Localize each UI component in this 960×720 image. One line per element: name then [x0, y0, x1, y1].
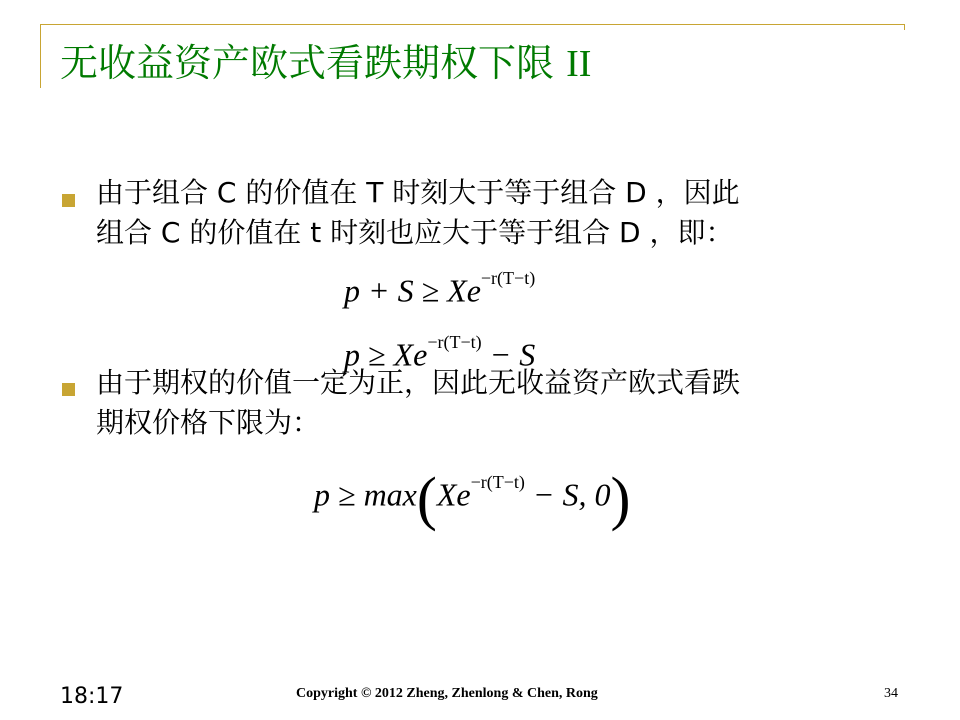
slide-title — [60, 38, 591, 89]
formula-3-lhs: p ≥ max — [314, 476, 417, 513]
formula-3-inner: Xe — [436, 476, 471, 513]
left-paren: ( — [416, 465, 437, 532]
formula-2-exponent: −r(T−t) — [427, 332, 482, 352]
footer-copyright: Copyright © 2012 Zheng, Zhenlong & Chen, Rong — [296, 686, 598, 701]
slide-title-numeral: II — [566, 43, 592, 85]
right-paren: ) — [610, 465, 631, 532]
formula-lower-bound — [314, 465, 631, 532]
formula-3-exponent: −r(T−t) — [470, 472, 525, 492]
right-tick — [904, 24, 905, 30]
page-number: 34 — [884, 686, 898, 701]
bullet-paragraph-1 — [96, 173, 740, 253]
formula-1-lhs: p + S ≥ Xe — [344, 272, 481, 309]
formula-3-tail: − S, 0 — [524, 476, 611, 513]
footer-time: 18:17 — [60, 684, 124, 709]
bullet-marker-2 — [62, 383, 75, 396]
bullet-2-line-2: 期权价格下限为： — [96, 406, 321, 439]
bullet-1-line-1: 由于组合 C 的价值在 T 时刻大于等于组合 D ，因此 — [96, 176, 740, 209]
top-rule — [40, 24, 904, 25]
formula-2-lhs: p ≥ Xe — [344, 336, 428, 373]
bullet-1-line-2: 组合 C 的价值在 t 时刻也应大于等于组合 D ，即： — [96, 216, 734, 249]
formula-1-exponent: −r(T−t) — [480, 268, 536, 288]
bullet-paragraph-2 — [96, 363, 740, 443]
bullet-marker-1 — [62, 194, 75, 207]
left-rule — [40, 24, 41, 88]
slide-title-text: 无收益资产欧式看跌期权下限 — [60, 41, 555, 85]
bullet-2-line-1: 由于期权的价值一定为正，因此无收益资产欧式看跌 — [96, 366, 741, 399]
formula-2-tail: − S — [481, 336, 536, 373]
formula-inequality-1 — [344, 264, 535, 311]
